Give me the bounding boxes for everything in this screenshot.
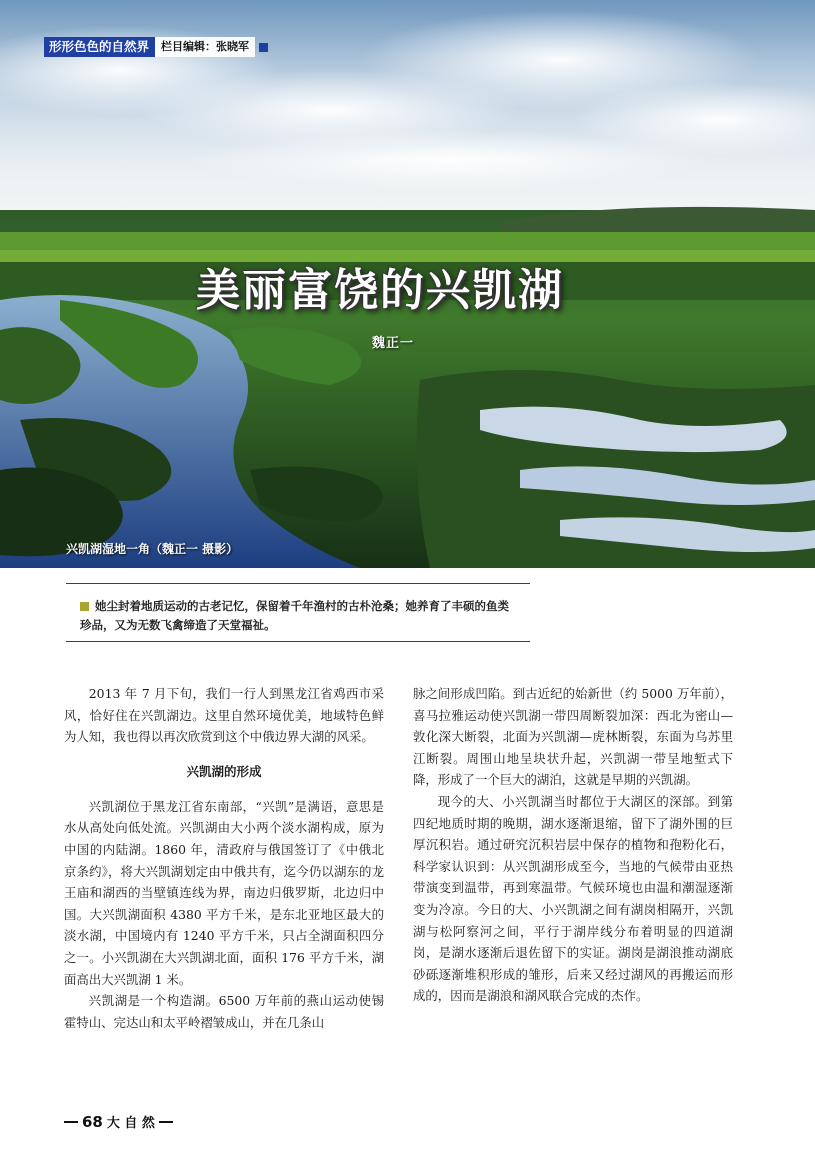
summary-rule-top: [66, 583, 530, 584]
article-title: 美丽富饶的兴凯湖: [196, 265, 564, 316]
paragraph: 现今的大、小兴凯湖当时都位于大湖区的深部。到第四纪地质时期的晚期，湖水逐渐退缩，留下了湖外围的巨厚沉积岩。通过研究沉积岩层中保存的植物和孢粉化石，科学家认识到：从兴凯湖形成至今，当地的气候带由亚热带演变到温带，再到寒温带。气候环境也由温和潮湿逐渐变为冷凉。今日的大、小兴凯湖之间有湖岗相隔开，兴凯湖与松阿察河之间，平行于湖岸线分布着明显的四道湖岗，是湖水逐渐后退佐留下的实证。湖岗是湖浪推动湖底砂砾逐渐堆积形成的雏形，后来又经过湖风的再搬运而形成的，因而是湖浪和湖风联合完成的杰作。: [413, 793, 733, 1004]
column-name: 形形色色的自然界: [44, 37, 155, 57]
column-editor: 栏目编辑：张晓军: [155, 37, 255, 57]
summary-line-1: 她尘封着地质运动的古老记忆，保留着千年渔村的古朴沧桑；她养育了丰硕的鱼类: [80, 597, 540, 616]
body-column-left: [64, 683, 384, 1033]
paragraph: 脉之间形成凹陷。到古近纪的始新世（约 5000 万年前），喜马拉雅运动使兴凯湖一带四周断裂加深：西北为密山—敦化深大断裂，北面为兴凯湖—虎林断裂，东面为乌苏里江断裂。周围山地呈块状升起，兴凯湖一带呈地堑式下降，形成了一个巨大的湖泊，这就是早期的兴凯湖。: [413, 686, 733, 788]
article-author: 魏正一: [372, 336, 415, 351]
page-footer: [64, 1112, 173, 1131]
photo-caption: 兴凯湖湿地一角（魏正一 摄影）: [66, 542, 239, 556]
footer-dash-left: [64, 1121, 78, 1123]
column-tag: [44, 37, 268, 57]
square-bullet-icon: [80, 602, 89, 611]
summary-line-2: 珍品，又为无数飞禽缔造了天堂福祉。: [80, 618, 276, 632]
hero-photo: [0, 0, 815, 568]
tag-square-icon: [259, 43, 268, 52]
section-heading: 兴凯湖的形成: [186, 763, 262, 779]
magazine-name: 大 自 然: [106, 1116, 155, 1131]
summary-rule-bottom: [66, 641, 530, 642]
paragraph: 兴凯湖是一个构造湖。6500 万年前的燕山运动使锡霍特山、完达山和太平岭褶皱成山，并在几条山: [64, 993, 384, 1030]
paragraph: 2013 年 7 月下旬，我们一行人到黑龙江省鸡西市采风，恰好住在兴凯湖边。这里自然环境优美，地域特色鲜为人知，我也得以再次欣赏到这个中俄边界大湖的风采。: [64, 686, 384, 745]
page-number: 68: [82, 1112, 103, 1131]
paragraph: 兴凯湖位于黑龙江省东南部，“兴凯”是满语，意思是水从高处向低处流。兴凯湖由大小两个淡水湖构成，原为中国的内陆湖。1860 年，清政府与俄国签订了《中俄北京条约》，将大兴凯湖划定由中俄共有，迄今仍以湖东的龙王庙和湖西的当壁镇连线为界，南边归俄罗斯，北边归中国。大兴凯湖面积 4380 平方千米，是东北亚地区最大的淡水湖，中国境内有 1240 平方千米，只占全湖面积四分之一。小兴凯湖在大兴凯湖北面，面积 176 平方千米，湖面高出大兴凯湖 1 米。: [64, 798, 384, 987]
body-column-right: [413, 683, 733, 1007]
footer-dash-right: [159, 1121, 173, 1123]
article-summary: [80, 597, 540, 635]
